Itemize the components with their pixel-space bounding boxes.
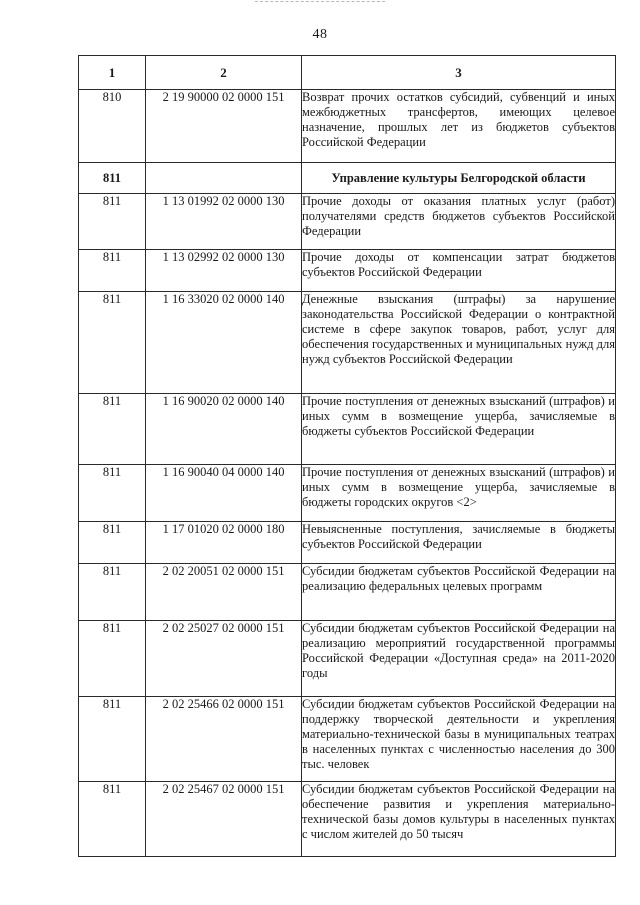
column-header: 1 xyxy=(79,56,146,90)
income-code-cell: 1 16 90020 02 0000 140 xyxy=(146,394,302,465)
table-row xyxy=(79,522,616,564)
column-header: 3 xyxy=(302,56,616,90)
table-row xyxy=(79,250,616,292)
description-cell: Прочие поступления от денежных взысканий (штрафов) и иных сумм в возмещение ущерба, зачисляемые в бюджеты городских округов <2> xyxy=(302,465,616,522)
table-row xyxy=(79,194,616,250)
income-code-cell: 1 13 02992 02 0000 130 xyxy=(146,250,302,292)
table-row xyxy=(79,697,616,782)
admin-code-cell: 811 xyxy=(79,394,146,465)
table-row xyxy=(79,782,616,857)
section-title-cell: Управление культуры Белгородской области xyxy=(302,163,616,194)
income-code-cell: 1 17 01020 02 0000 180 xyxy=(146,522,302,564)
description-cell: Денежные взыскания (штрафы) за нарушение законодательства Российской Федерации о контрактной системе в сфере закупок товаров, работ, услуг для обеспечения государственных и муниципальных нужд для нужд субъектов Российской Федерации xyxy=(302,292,616,394)
description-cell: Прочие доходы от компенсации затрат бюджетов субъектов Российской Федерации xyxy=(302,250,616,292)
admin-code-cell: 810 xyxy=(79,90,146,163)
admin-code-cell: 811 xyxy=(79,697,146,782)
table-row xyxy=(79,292,616,394)
description-cell: Прочие поступления от денежных взысканий (штрафов) и иных сумм в возмещение ущерба, зачисляемые в бюджеты субъектов Российской Федерации xyxy=(302,394,616,465)
admin-code-cell: 811 xyxy=(79,292,146,394)
admin-code-cell: 811 xyxy=(79,465,146,522)
income-code-cell: 2 02 20051 02 0000 151 xyxy=(146,564,302,621)
admin-code-cell: 811 xyxy=(79,564,146,621)
description-cell: Субсидии бюджетам субъектов Российской Федерации на реализацию федеральных целевых программ xyxy=(302,564,616,621)
description-cell: Субсидии бюджетам субъектов Российской Федерации на реализацию мероприятий государственной программы Российской Федерации «Доступная среда» на 2011-2020 годы xyxy=(302,621,616,697)
income-code-cell: 2 19 90000 02 0000 151 xyxy=(146,90,302,163)
admin-code-cell: 811 xyxy=(79,163,146,194)
income-code-cell xyxy=(146,163,302,194)
column-header: 2 xyxy=(146,56,302,90)
table-row xyxy=(79,621,616,697)
description-cell: Невыясненные поступления, зачисляемые в бюджеты субъектов Российской Федерации xyxy=(302,522,616,564)
description-cell: Прочие доходы от оказания платных услуг (работ) получателями средств бюджетов субъектов Российской Федерации xyxy=(302,194,616,250)
admin-code-cell: 811 xyxy=(79,250,146,292)
admin-code-cell: 811 xyxy=(79,194,146,250)
budget-classification-table xyxy=(78,55,616,857)
section-row xyxy=(79,163,616,194)
table-row xyxy=(79,394,616,465)
income-code-cell: 1 13 01992 02 0000 130 xyxy=(146,194,302,250)
admin-code-cell: 811 xyxy=(79,621,146,697)
table-row xyxy=(79,564,616,621)
table-row xyxy=(79,465,616,522)
table-header-row xyxy=(79,56,616,90)
income-code-cell: 1 16 33020 02 0000 140 xyxy=(146,292,302,394)
admin-code-cell: 811 xyxy=(79,522,146,564)
income-code-cell: 2 02 25466 02 0000 151 xyxy=(146,697,302,782)
admin-code-cell: 811 xyxy=(79,782,146,857)
page-number: 48 xyxy=(312,27,328,42)
table-row xyxy=(79,90,616,163)
description-cell: Субсидии бюджетам субъектов Российской Федерации на поддержку творческой деятельности и укрепления материально-технической базы в муниципальных театрах в населенных пунктах с численностью населения до 300 тыс. человек xyxy=(302,697,616,782)
description-cell: Возврат прочих остатков субсидий, субвенций и иных межбюджетных трансфертов, имеющих целевое назначение, прошлых лет из бюджетов субъектов Российской Федерации xyxy=(302,90,616,163)
income-code-cell: 2 02 25027 02 0000 151 xyxy=(146,621,302,697)
description-cell: Субсидии бюджетам субъектов Российской Федерации на обеспечение развития и укрепления материально-технической базы домов культуры в населенных пунктах с числом жителей до 50 тысяч xyxy=(302,782,616,857)
income-code-cell: 1 16 90040 04 0000 140 xyxy=(146,465,302,522)
scan-edge-mark xyxy=(255,1,385,2)
income-code-cell: 2 02 25467 02 0000 151 xyxy=(146,782,302,857)
